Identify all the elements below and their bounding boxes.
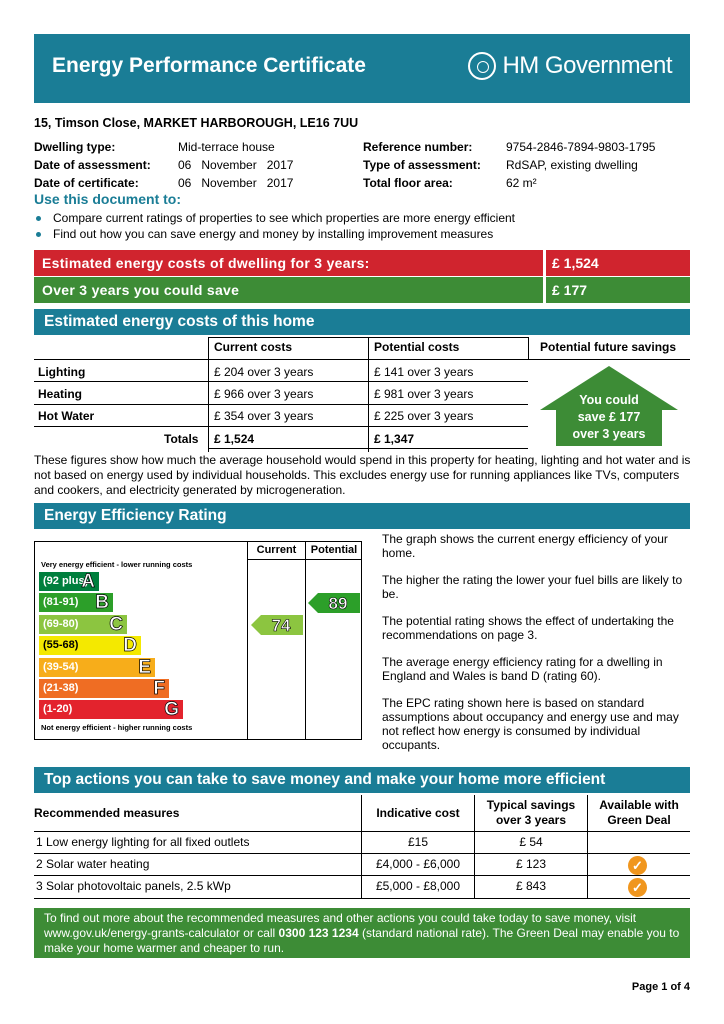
band-letter: D xyxy=(123,635,137,657)
more-info-text-end: (standard national rate). The Green Deal may enable you to make your home warmer and cheaper to run. xyxy=(44,926,680,955)
cost-row-current: £ 354 over 3 years xyxy=(214,409,314,423)
band-range: (39-54) xyxy=(43,660,79,673)
estimated-costs-bar xyxy=(34,250,690,276)
cost-row-potential: £ 981 over 3 years xyxy=(374,387,474,401)
action-savings: £ 54 xyxy=(519,835,543,849)
bullet-text: Compare current ratings of properties to see which properties are more energy efficient xyxy=(53,211,516,225)
potential-column-header: Potential xyxy=(310,544,358,556)
potential-rating-pointer-value: 89 xyxy=(328,594,348,614)
top-actions-table xyxy=(34,795,690,900)
top-actions-heading: Top actions you can take to save money and make your home more efficient xyxy=(34,767,690,793)
action-savings: £ 843 xyxy=(515,879,547,893)
assessment-type-value: RdSAP, existing dwelling xyxy=(506,158,638,172)
rating-band-d xyxy=(39,636,141,655)
page-number: Page 1 of 4 xyxy=(631,981,690,993)
estimated-costs-label: Estimated energy costs of dwelling for 3 years: xyxy=(42,255,370,271)
bullet-text: Find out how you can save energy and money by installing improvement measures xyxy=(53,227,494,241)
hm-government-logo xyxy=(468,52,672,80)
assessment-date-label: Date of assessment: xyxy=(34,158,151,172)
floor-area-label: Total floor area: xyxy=(363,176,453,190)
action-measure: 2 Solar water heating xyxy=(36,857,150,871)
current-costs-header: Current costs xyxy=(214,340,293,354)
cost-row-name: Hot Water xyxy=(38,409,95,423)
details-right xyxy=(363,138,655,192)
use-document-heading: Use this document to: xyxy=(34,191,182,207)
use-document-bullets xyxy=(36,210,515,242)
page-title: Energy Performance Certificate xyxy=(52,54,366,77)
rating-band-g xyxy=(39,700,183,719)
band-range: (55-68) xyxy=(43,639,79,652)
cost-row-potential: £ 225 over 3 years xyxy=(374,409,474,423)
rating-paragraph: The higher the rating the lower your fuel bills are likely to be. xyxy=(382,573,683,601)
rating-band-a xyxy=(39,572,99,591)
reference-number-label: Reference number: xyxy=(363,140,473,154)
cost-row-name: Lighting xyxy=(38,365,86,379)
floor-area-value: 62 m² xyxy=(506,176,537,190)
cost-row-potential: £ 141 over 3 years xyxy=(374,365,474,379)
rating-band-f xyxy=(39,679,169,698)
cost-header: Indicative cost xyxy=(376,806,460,820)
could-save-value: £ 177 xyxy=(552,282,588,298)
certificate-date-value: 06 November 2017 xyxy=(178,176,294,190)
rating-paragraph: The average energy efficiency rating for a dwelling in England and Wales is band D (rating 60). xyxy=(382,655,663,683)
band-letter: E xyxy=(138,656,151,678)
assessment-type-label: Type of assessment: xyxy=(363,158,481,172)
band-letter: F xyxy=(153,678,165,699)
details-left xyxy=(34,138,303,192)
could-save-bar xyxy=(34,277,690,303)
band-range: (21-38) xyxy=(43,682,79,694)
action-measure: 3 Solar photovoltaic panels, 2.5 kWp xyxy=(36,879,231,893)
potential-rating-pointer xyxy=(308,593,360,613)
bottom-efficiency-note: Not energy efficient - higher running costs xyxy=(41,723,193,732)
cost-row-current: £ 204 over 3 years xyxy=(214,365,314,379)
current-rating-pointer xyxy=(251,615,303,635)
green-deal-header: Available with Green Deal xyxy=(599,798,679,827)
savings-arrow-line: save £ 177 xyxy=(577,410,641,424)
band-letter: C xyxy=(109,613,123,635)
totals-label: Totals xyxy=(164,432,199,446)
bullet-icon xyxy=(36,216,41,221)
rating-band-c xyxy=(39,615,127,634)
reference-number-value: 9754-2846-7894-9803-1795 xyxy=(506,140,656,154)
dwelling-type-label: Dwelling type: xyxy=(34,140,116,154)
band-letter: B xyxy=(95,592,109,614)
cost-row-current: £ 966 over 3 years xyxy=(214,387,314,401)
future-savings-header: Potential future savings xyxy=(540,340,677,354)
savings-header: Typical savings over 3 years xyxy=(486,798,576,827)
action-savings: £ 123 xyxy=(515,857,547,871)
figures-explanation: These figures show how much the average household would spend in this property for heating, lighting and hot water and is not based on energy used by individual households. This excludes energy use for running appliances like TVs, computers and cookers, and electricity generated by microgeneration. xyxy=(34,453,691,497)
band-range: (81-91) xyxy=(43,596,79,609)
action-cost: £4,000 - £6,000 xyxy=(375,857,461,871)
certificate-date-label: Date of certificate: xyxy=(34,176,139,190)
efficiency-rating-chart xyxy=(34,541,362,740)
efficiency-rating-heading: Energy Efficiency Rating xyxy=(34,503,690,529)
could-save-label: Over 3 years you could save xyxy=(42,282,240,298)
savings-arrow-line: over 3 years xyxy=(572,427,646,441)
totals-potential: £ 1,347 xyxy=(374,432,415,446)
rating-paragraph: The EPC rating shown here is based on standard assumptions about occupancy and energy use and may not reflect how energy is consumed by individual occupants. xyxy=(382,696,679,752)
action-cost: £15 xyxy=(407,835,429,849)
savings-arrow-line: You could xyxy=(579,393,639,407)
hm-government-text: HM Government xyxy=(502,52,672,79)
rating-band-b xyxy=(39,593,113,612)
dwelling-type-value: Mid-terrace house xyxy=(178,140,275,154)
more-info-text: To find out more about the recommended measures and other actions you could take today to save money, visit www.gov.uk/energy-grants-calculator or call xyxy=(44,911,637,940)
current-column-header: Current xyxy=(256,544,297,556)
potential-costs-header: Potential costs xyxy=(374,340,460,354)
band-letter: G xyxy=(164,699,179,721)
top-efficiency-note: Very energy efficient - lower running costs xyxy=(41,560,193,569)
bullet-icon xyxy=(36,232,41,237)
action-measure: 1 Low energy lighting for all fixed outlets xyxy=(36,835,250,849)
totals-current: £ 1,524 xyxy=(214,432,255,446)
phone-number: 0300 123 1234 xyxy=(278,926,359,940)
rating-paragraph: The potential rating shows the effect of undertaking the recommendations on page 3. xyxy=(382,614,674,642)
estimated-costs-value: £ 1,524 xyxy=(552,255,599,271)
energy-costs-heading: Estimated energy costs of this home xyxy=(34,309,690,335)
green-deal-tick-icon: ✓ xyxy=(628,856,647,875)
rating-paragraph: The graph shows the current energy efficiency of your home. xyxy=(382,532,668,560)
current-rating-pointer-value: 74 xyxy=(271,615,291,635)
band-range: (92 plus) xyxy=(43,575,89,587)
royal-crest-icon xyxy=(468,52,496,80)
action-cost: £5,000 - £8,000 xyxy=(375,879,461,893)
cost-row-name: Heating xyxy=(38,387,83,401)
more-info-box xyxy=(34,908,690,958)
band-letter: A xyxy=(81,571,95,592)
savings-house-arrow xyxy=(540,366,678,446)
assessment-date-value: 06 November 2017 xyxy=(178,158,294,172)
green-deal-tick-icon: ✓ xyxy=(628,878,647,897)
band-range: (1-20) xyxy=(43,703,73,716)
rating-band-e xyxy=(39,658,155,677)
rating-explanation xyxy=(382,532,692,765)
measures-header: Recommended measures xyxy=(34,806,180,820)
header-banner xyxy=(34,34,690,103)
band-range: (69-80) xyxy=(43,617,79,630)
property-address: 15, Timson Close, MARKET HARBOROUGH, LE16 7UU xyxy=(34,116,359,130)
